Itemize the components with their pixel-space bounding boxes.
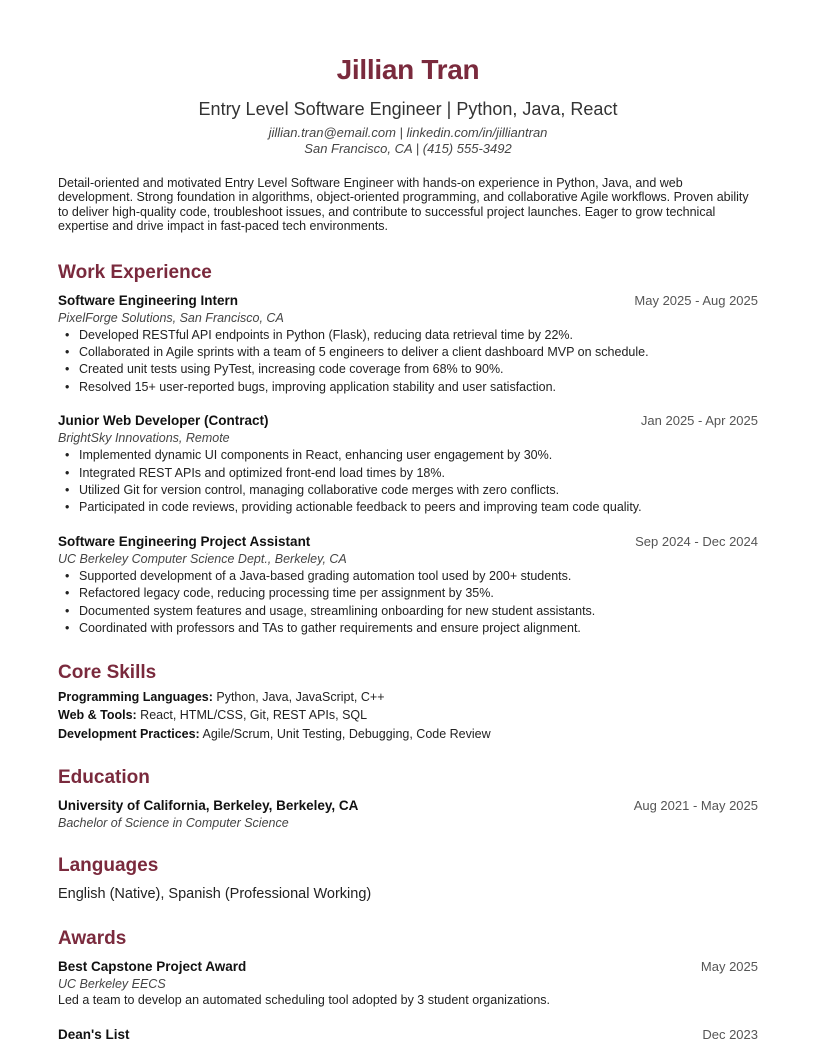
award-date: Dec 2023	[702, 1027, 758, 1043]
section-title-core-skills: Core Skills	[58, 661, 157, 683]
section-title-education: Education	[58, 767, 150, 789]
job-bullet: • Implemented dynamic UI components in React, enhancing user engagement by 30%.	[65, 448, 553, 463]
job-title: Junior Web Developer (Contract)	[58, 413, 269, 429]
award-description: Led a team to develop an automated scheduling tool adopted by 3 student organizations.	[58, 993, 551, 1008]
job-bullet: • Resolved 15+ user-reported bugs, improving application stability and user satisfaction.	[65, 379, 556, 394]
award-date: May 2025	[700, 959, 758, 975]
job-company: BrightSky Innovations, Remote	[58, 431, 230, 446]
languages-section	[58, 854, 758, 903]
job-entry	[58, 412, 758, 517]
job-bullet: • Integrated REST APIs and optimized front-end load times by 18%.	[65, 465, 445, 480]
core-skills-section	[58, 661, 758, 744]
award-title: Dean's List	[58, 1027, 130, 1043]
job-date: May 2025 - Aug 2025	[634, 292, 758, 308]
job-date: Sep 2024 - Dec 2024	[635, 533, 758, 549]
job-company: UC Berkeley Computer Science Dept., Berkeley, CA	[58, 551, 347, 566]
job-bullet-list	[58, 568, 758, 638]
job-company: PixelForge Solutions, San Francisco, CA	[58, 310, 284, 325]
job-bullet-list	[58, 327, 758, 397]
job-bullet: • Supported development of a Java-based grading automation tool used by 200+ students.	[65, 568, 572, 583]
section-title-work-experience: Work Experience	[58, 261, 212, 283]
job-title: Software Engineering Project Assistant	[58, 533, 311, 549]
education-school: University of California, Berkeley, Berkeley, CA	[58, 798, 359, 814]
award-organization: UC Berkeley EECS	[58, 977, 166, 992]
job-bullet: • Created unit tests using PyTest, increasing code coverage from 68% to 90%.	[65, 362, 504, 377]
candidate-name: Jillian Tran	[336, 54, 480, 85]
skill-line-practices: Development Practices: Agile/Scrum, Unit Testing, Debugging, Code Review	[58, 726, 491, 741]
contact-email-linkedin: jillian.tran@email.com | linkedin.com/in/jilliantran	[268, 125, 548, 140]
education-section	[58, 766, 758, 832]
education-degree: Bachelor of Science in Computer Science	[58, 816, 289, 831]
skill-line-programming: Programming Languages: Python, Java, JavaScript, C++	[58, 689, 385, 704]
job-bullet: • Coordinated with professors and TAs to gather requirements and ensure project alignment.	[65, 621, 581, 636]
job-title: Software Engineering Intern	[58, 292, 239, 308]
section-title-languages: Languages	[58, 855, 159, 877]
award-entry	[58, 958, 758, 1008]
awards-section	[58, 927, 758, 1044]
job-bullet: • Refactored legacy code, reducing processing time per assignment by 35%.	[65, 586, 494, 601]
job-bullet: • Developed RESTful API endpoints in Python (Flask), reducing data retrieval time by 22%.	[65, 327, 574, 342]
job-entry	[58, 533, 758, 638]
candidate-headline: Entry Level Software Engineer | Python, Java, React	[198, 99, 618, 119]
contact-location-phone: San Francisco, CA | (415) 555-3492	[304, 141, 512, 156]
award-title: Best Capstone Project Award	[58, 959, 247, 975]
work-experience-section	[58, 261, 758, 638]
award-entry	[58, 1026, 758, 1044]
job-entry	[58, 292, 758, 397]
education-date: Aug 2021 - May 2025	[633, 798, 758, 814]
job-bullet-list	[58, 447, 758, 517]
skill-line-web-tools: Web & Tools: React, HTML/CSS, Git, REST APIs, SQL	[58, 708, 368, 723]
job-bullet: • Utilized Git for version control, managing collaborative code merges with zero conflicts.	[65, 483, 560, 498]
job-bullet: • Documented system features and usage, streamlining onboarding for new student assistants.	[65, 603, 596, 618]
section-title-awards: Awards	[58, 928, 127, 950]
languages-text: English (Native), Spanish (Professional Working)	[58, 886, 372, 903]
professional-summary: Detail-oriented and motivated Entry Level Software Engineer with hands-on experience in Python, Java, and web development. Strong foundation in algorithms, object-oriented programming, and collaborative Agile workflows. Proven ability to deliver high-quality code, troubleshoot issues, and contribute to successful project launches. Eager to grow technical expertise and drive impact in fast-paced tech environments.	[58, 176, 749, 234]
resume-header	[58, 0, 758, 157]
job-bullet: • Participated in code reviews, providing actionable feedback to peers and improving team code quality.	[65, 500, 642, 515]
job-date: Jan 2025 - Apr 2025	[640, 413, 758, 429]
job-bullet: • Collaborated in Agile sprints with a team of 5 engineers to deliver a client dashboard MVP on schedule.	[65, 345, 649, 360]
